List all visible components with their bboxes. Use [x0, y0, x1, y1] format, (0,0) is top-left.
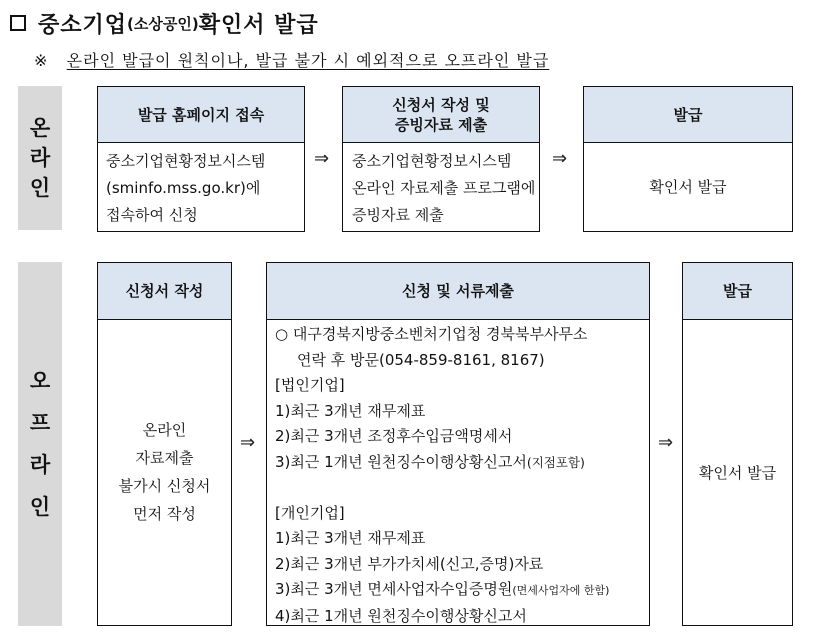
title-rest: 확인서 발급	[198, 12, 319, 38]
offline-step-issue	[682, 262, 793, 626]
offline-step-issue-body: 확인서 발급	[698, 463, 777, 482]
offline-step-application-body: 온라인 자료제출 불가시 신청서 먼저 작성	[118, 421, 211, 523]
offline-step-documents	[266, 262, 650, 626]
page-title	[10, 6, 319, 40]
offline-step-issue-header: 발급	[683, 263, 792, 320]
online-step-submit	[342, 86, 540, 232]
arrow-icon: ⇒	[240, 432, 256, 453]
online-step-submit-body: 중소기업현황정보시스템 온라인 자료제출 프로그램에 증빙자료 제출	[352, 152, 536, 224]
online-step-issue-header: 발급	[584, 87, 792, 143]
list-item: 2)최근 3개년 조정후수입금액명세서	[275, 427, 513, 445]
arrow-icon: ⇒	[314, 148, 330, 169]
online-step-homepage-header: 발급 홈페이지 접속	[98, 87, 304, 143]
list-item: 3)최근 3개년 면세사업자수입증명원(면세사업자에 한함)	[275, 580, 610, 598]
office-info: ○ 대구경북지방중소벤처기업청 경북북부사무소	[275, 325, 588, 343]
note-text: 온라인 발급이 원칙이나, 발급 불가 시 예외적으로 오프라인 발급	[66, 51, 550, 70]
arrow-icon: ⇒	[658, 432, 674, 453]
office-contact: 연락 후 방문(054-859-8161, 8167)	[297, 350, 545, 369]
offline-step-documents-header: 신청 및 서류제출	[267, 263, 649, 320]
note-mark: ※	[34, 51, 49, 70]
online-step-homepage	[97, 86, 305, 232]
note	[34, 48, 549, 71]
list-item: 1)최근 3개년 재무제표	[275, 529, 426, 547]
online-step-homepage-body: 중소기업현황정보시스템 (sminfo.mss.go.kr)에 접속하여 신청	[106, 152, 266, 224]
online-step-submit-header: 신청서 작성 및 증빙자료 제출	[343, 87, 539, 143]
list-item: 1)최근 3개년 재무제표	[275, 401, 426, 420]
list-item: 4)최근 1개년 원천징수이행상황신고서	[275, 606, 527, 625]
indiv-title: [개인기업]	[275, 503, 345, 522]
online-step-issue-body: 확인서 발급	[649, 178, 727, 196]
list-item: 3)최근 1개년 원천징수이행상황신고서(지점포함)	[275, 452, 585, 471]
offline-step-application	[97, 262, 232, 626]
offline-step-application-header: 신청서 작성	[98, 263, 231, 320]
title-main: 중소기업	[38, 12, 128, 38]
title-small: (소상공인)	[127, 14, 199, 33]
arrow-icon: ⇒	[552, 148, 568, 169]
list-item: 2)최근 3개년 부가가치세(신고,증명)자료	[275, 554, 544, 573]
offline-step-documents-body	[267, 319, 649, 625]
offline-side-label: 오 프 라 인	[18, 262, 62, 626]
online-step-issue	[583, 86, 793, 232]
online-side-label: 온 라 인	[18, 86, 62, 230]
corp-title: [법인기업]	[275, 376, 345, 394]
checkbox-icon	[10, 15, 26, 31]
spacer	[275, 475, 649, 501]
